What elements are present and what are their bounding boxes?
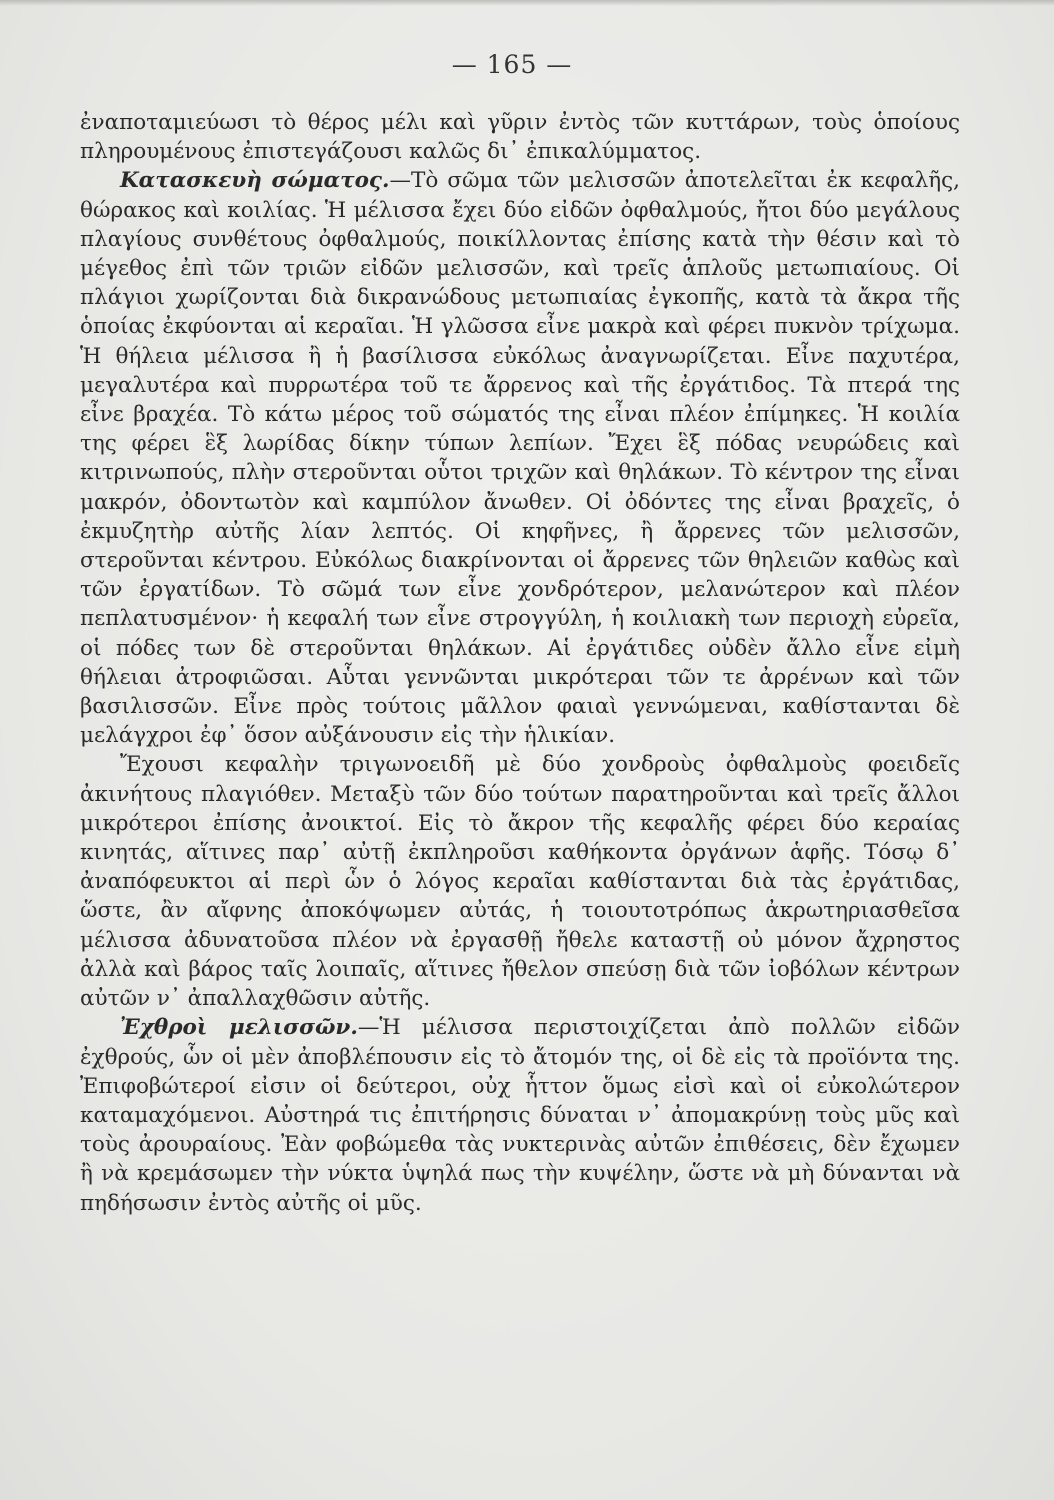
- paragraph-text: —Ἡ μέλισσα περιστοιχίζεται ἀπὸ πολλῶν εἰδῶν ἐχθρούς, ὧν οἱ μὲν ἀποβλέπουσιν εἰς τὸ ἄτομόν της, οἱ δὲ εἰς τὰ προϊόντα της. Ἐπιφοβώτεροί εἰσιν οἱ δεύτεροι, οὐχ ἧττον ὅμως εἰσὶ καὶ οἱ εὐκολώτερον καταμαχόμενοι. Αὐστηρά τις ἐπιτήρησις δύναται ν᾽ ἀπομακρύνῃ τοὺς μῦς καὶ τοὺς ἀρουραίους. Ἐὰν φοβώμεθα τὰς νυκτερινὰς αὐτῶν ἐπιθέσεις, δὲν ἔχωμεν ἢ νὰ κρεμάσωμεν τὴν νύκτα ὑψηλά πως τὴν κυψέλην, ὥστε νὰ μὴ δύνανται νὰ πηδήσωσιν ἐντὸς αὐτῆς οἱ μῦς.: [80, 1015, 960, 1216]
- paragraph-bee-enemies: [80, 1013, 960, 1217]
- paragraph-text: Ἔχουσι κεφαλὴν τριγωνοειδῆ μὲ δύο χονδροὺς ὀφθαλμοὺς φοειδεῖς ἀκινήτους πλαγιόθεν. Μεταξὺ τῶν δύο τούτων παρατηροῦνται καὶ τρεῖς ἄλλοι μικρότεροι ἐπίσης ἀνοικτοί. Εἰς τὸ ἄκρον τῆς κεφαλῆς φέρει δύο κεραίας κινητάς, αἵτινες παρ᾽ αὐτῇ ἐκπληροῦσι καθήκοντα ὀργάνων ἁφῆς. Τόσῳ δ᾽ ἀναπόφευκτοι αἱ περὶ ὧν ὁ λόγος κεραῖαι καθίστανται διὰ τὰς ἐργάτιδας, ὥστε, ἂν αἴφνης ἀποκόψωμεν αὐτάς, ἡ τοιουτοτρόπως ἀκρωτηριασθεῖσα μέλισσα ἀδυνατοῦσα πλέον νὰ ἐργασθῇ ἤθελε καταστῇ οὐ μόνον ἄχρηστος ἀλλὰ καὶ βάρος ταῖς λοιπαῖς, αἵτινες ἤθελον σπεύσῃ διὰ τῶν ἰοβόλων κέντρων αὐτῶν ν᾽ ἀπαλλαχθῶσιν αὐτῆς.: [80, 752, 960, 1012]
- page-number: — 165 —: [451, 50, 573, 79]
- section-heading-bee-enemies: Ἐχθροὶ μελισσῶν.: [120, 1015, 358, 1041]
- paragraph-text: —Τὸ σῶμα τῶν μελισσῶν ἀποτελεῖται ἐκ κεφαλῆς, θώρακος καὶ κοιλίας. Ἡ μέλισσα ἔχει δύο εἰδῶν ὀφθαλμούς, ἤτοι δύο μεγάλους πλαγίους συνθέτους ὀφθαλμούς, ποικίλλοντας ἐπίσης κατὰ τὴν θέσιν καὶ τὸ μέγεθος ἐπὶ τῶν τριῶν εἰδῶν μελισσῶν, καὶ τρεῖς ἁπλοῦς μετωπιαίους. Οἱ πλάγιοι χωρίζονται διὰ δικρανώδους μετωπιαίας ἐγκοπῆς, κατὰ τὰ ἄκρα τῆς ὁποίας ἐκφύονται αἱ κεραῖαι. Ἡ γλῶσσα εἶνε μακρὰ καὶ φέρει πυκνὸν τρίχωμα. Ἡ θήλεια μέλισσα ἢ ἡ βασίλισσα εὐκόλως ἀναγνωρίζεται. Εἶνε παχυτέρα, μεγαλυτέρα καὶ πυρρωτέρα τοῦ τε ἄρρενος καὶ τῆς ἐργάτιδος. Τὰ πτερά της εἶνε βραχέα. Τὸ κάτω μέρος τοῦ σώματός της εἶναι πλέον ἐπίμηκες. Ἡ κοιλία της φέρει ἓξ λωρίδας δίκην τύπων λεπίων. Ἔχει ἓξ πόδας νευρώδεις καὶ κιτρινωπούς, πλὴν στεροῦνται οὗτοι τριχῶν καὶ θηλάκων. Τὸ κέντρον της εἶναι μακρόν, ὀδοντωτὸν καὶ καμπύλον ἄνωθεν. Οἱ ὀδόντες της εἶναι βραχεῖς, ὁ ἐκμυζητὴρ αὐτῆς λίαν λεπτός. Οἱ κηφῆνες, ἢ ἄρρενες τῶν μελισσῶν, στεροῦνται κέντρου. Εὐκόλως διακρίνονται οἱ ἄρρενες τῶν θηλειῶν καθὼς καὶ τῶν ἐργατίδων. Τὸ σῶμά των εἶνε χονδρότερον, μελανώτερον καὶ πλέον πεπλατυσμένον· ἡ κεφαλή των εἶνε στρογγύλη, ἡ κοιλιακὴ των περιοχὴ εὐρεῖα, οἱ πόδες των δὲ στεροῦνται θηλάκων. Αἱ ἐργάτιδες οὐδὲν ἄλλο εἶνε εἰμὴ θήλειαι ἀτροφιῶσαι. Αὗται γεννῶνται μικρότεραι τῶν τε ἀρρένων καὶ τῶν βασιλισσῶν. Εἶνε πρὸς τούτοις μᾶλλον φαιαὶ γεννώμεναι, καθίστανται δὲ μελάγχροι ἐφ᾽ ὅσον αὐξάνουσιν εἰς τὴν ἡλικίαν.: [80, 168, 960, 749]
- page-top-edge: [0, 0, 1054, 6]
- paragraph-body-structure: [80, 166, 960, 750]
- paragraph-continuation: [80, 108, 960, 166]
- paragraph-head-description: [80, 750, 960, 1013]
- section-heading-body-structure: Κατασκευὴ σώματος.: [120, 168, 390, 194]
- body-text: [80, 108, 960, 1218]
- paragraph-text: ἐναποταμιεύωσι τὸ θέρος μέλι καὶ γῦριν ἐντὸς τῶν κυττάρων, τοὺς ὁποίους πληρουμένους ἐπιστεγάζουσι καλῶς δι᾽ ἐπικαλύμματος.: [80, 110, 960, 165]
